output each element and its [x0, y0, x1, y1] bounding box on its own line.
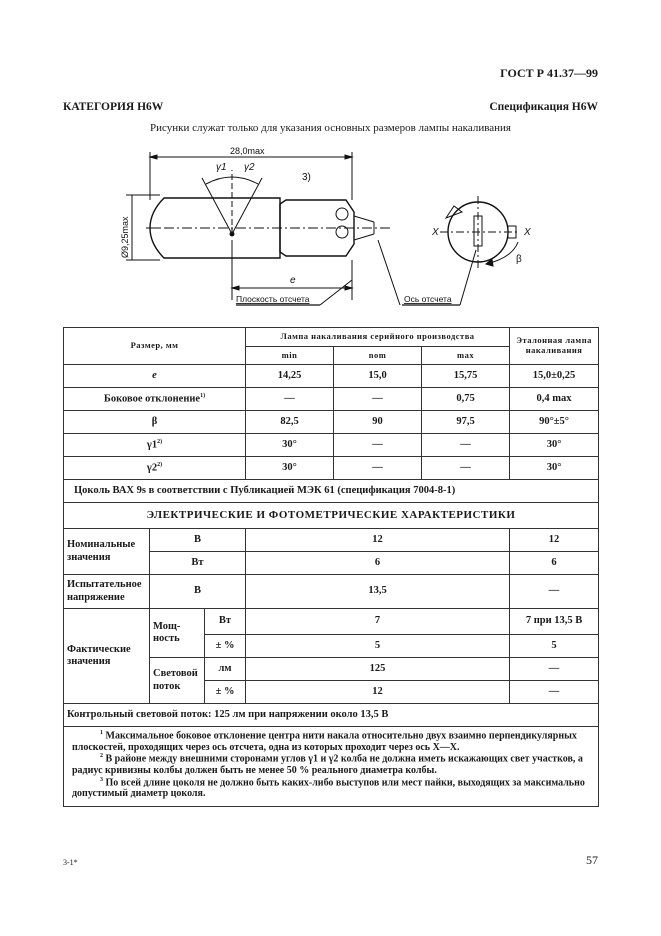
ref-cell: —: [510, 681, 599, 704]
gamma2-label: γ2: [244, 162, 255, 173]
cell-min: 14,25: [246, 365, 334, 388]
footnote-mark: 2): [157, 438, 163, 445]
head-max: max: [422, 347, 510, 365]
value-cell: 7: [246, 609, 510, 635]
footnote-3: [72, 777, 590, 800]
cell-nom: 15,0: [334, 365, 422, 388]
specification-table: [63, 327, 599, 807]
cell-ref: 15,0±0,25: [510, 365, 599, 388]
reference-plane-label: Плоскость отсчета: [236, 294, 310, 304]
cell-nom: —: [334, 434, 422, 457]
unit-cell: ± %: [205, 635, 246, 658]
row-lateral: [64, 388, 599, 411]
row-name-text: γ1: [146, 439, 158, 451]
row-name: [64, 434, 246, 457]
row-name-text: γ2: [146, 462, 158, 474]
ref-cell: 5: [510, 635, 599, 658]
value-cell: 125: [246, 658, 510, 681]
head-size: Размер, мм: [64, 328, 246, 365]
unit-cell: Вт: [150, 552, 246, 575]
gamma1-label: γ1: [216, 162, 227, 173]
row-beta: [64, 411, 599, 434]
standard-number: ГОСТ Р 41.37—99: [500, 66, 598, 80]
ref-cell: 7 при 13,5 В: [510, 609, 599, 635]
head-reference: Эталонная лампа накаливания: [510, 328, 599, 365]
unit-cell: лм: [205, 658, 246, 681]
beta-label: β: [516, 254, 522, 265]
cell-max: —: [422, 457, 510, 480]
value-cell: 12: [246, 529, 510, 552]
value-cell: 13,5: [246, 575, 510, 609]
nominal-label: Номинальные значения: [64, 529, 150, 575]
e-label: e: [290, 275, 296, 286]
cell-min: 82,5: [246, 411, 334, 434]
cell-ref: 30°: [510, 457, 599, 480]
cell-min: 30°: [246, 434, 334, 457]
head-min: min: [246, 347, 334, 365]
specification-title: Спецификация H6W: [489, 101, 598, 113]
ref-cell: —: [510, 575, 599, 609]
cell-ref: 90°±5°: [510, 411, 599, 434]
footnote-3-mark: 3: [100, 776, 103, 783]
x-right-label: X: [524, 227, 531, 238]
pin-upper: [336, 208, 348, 220]
actual-label: Фактические значения: [64, 609, 150, 704]
head-nom: nom: [334, 347, 422, 365]
ref-cell: 6: [510, 552, 599, 575]
test-voltage-label: Испытательное напряжение: [64, 575, 150, 609]
cell-max: 0,75: [422, 388, 510, 411]
cell-nom: —: [334, 388, 422, 411]
row-name: [64, 388, 246, 411]
unit-cell: В: [150, 529, 246, 552]
row-e: [64, 365, 599, 388]
arrow-left: [150, 155, 157, 159]
footnote-1: [72, 730, 590, 753]
ref-cell: 12: [510, 529, 599, 552]
ref-cell: —: [510, 658, 599, 681]
section-title: ЭЛЕКТРИЧЕСКИЕ И ФОТОМЕТРИЧЕСКИЕ ХАРАКТЕРИСТИКИ: [64, 503, 599, 529]
footnotes: [64, 727, 599, 807]
control-flux-line: Контрольный световой поток: 125 лм при напряжении около 13,5 В: [64, 704, 599, 727]
footnote-1-mark: 1: [100, 730, 103, 736]
footnote-1-text: Максимальное боковое отклонение центра нити накала относительно двух взаимно перпендикулярных плоскостей, проходящих через ось отсчета, одна из которых проходит через ось X—X.: [72, 730, 577, 753]
row-gamma2: [64, 457, 599, 480]
row-name: β: [64, 411, 246, 434]
category-title: КАТЕГОРИЯ H6W: [63, 101, 164, 113]
row-name-text: Боковое отклонение: [103, 393, 201, 405]
footnote-2-text: В районе между внешними сторонами углов γ1 и γ2 колба не должна иметь искажающих свет участков, а радиус кривизны колбы должен быть не менее 50 % реального диаметра колбы.: [72, 753, 583, 777]
unit-cell: ± %: [205, 681, 246, 704]
cell-ref: 30°: [510, 434, 599, 457]
footnote-2-mark: 2: [100, 753, 103, 760]
row-gamma1: [64, 434, 599, 457]
cell-min: 30°: [246, 457, 334, 480]
footnote-mark: 1): [200, 392, 206, 399]
head-serial: Лампа накаливания серийного производства: [246, 328, 510, 347]
cell-nom: —: [334, 457, 422, 480]
cell-max: 15,75: [422, 365, 510, 388]
dim-diameter-label: Ø9,25max: [120, 216, 130, 258]
cell-max: 97,5: [422, 411, 510, 434]
cell-ref: 0,4 max: [510, 388, 599, 411]
footnote-mark: 2): [157, 461, 163, 468]
gamma-ray-right: [232, 178, 262, 234]
page-number: 57: [586, 853, 598, 867]
unit-cell: В: [150, 575, 246, 609]
gamma-ray-left: [202, 178, 232, 234]
arrow-right: [345, 155, 352, 159]
value-cell: 5: [246, 635, 510, 658]
footnote-2: [72, 753, 590, 776]
row-name: e: [64, 365, 246, 388]
cell-nom: 90: [334, 411, 422, 434]
dim-length-label: 28,0max: [230, 146, 265, 156]
x-left-label: X: [432, 227, 439, 238]
note-3-label: 3): [302, 172, 311, 183]
drawing-caption: Рисунки служат только для указания основных размеров лампы накаливания: [150, 122, 511, 134]
value-cell: 6: [246, 552, 510, 575]
cap-line: Цоколь ВАХ 9s в соответствии с Публикацией МЭК 61 (спецификация 7004-8-1): [64, 480, 599, 503]
value-cell: 12: [246, 681, 510, 704]
unit-cell: Вт: [205, 609, 246, 635]
flux-label: Световой поток: [150, 658, 205, 704]
cell-max: —: [422, 434, 510, 457]
lamp-drawing: [120, 140, 560, 320]
power-label: Мощ-ность: [150, 609, 205, 658]
footnote-3-text: По всей длине цоколя не должно быть каких-либо выступов или мест пайки, выходящих за максимально допустимый диаметр цоколя.: [72, 776, 585, 800]
reference-axis-label: Ось отсчета: [404, 294, 452, 304]
row-name: [64, 457, 246, 480]
cell-min: —: [246, 388, 334, 411]
sheet-mark: 3-1*: [63, 858, 78, 867]
